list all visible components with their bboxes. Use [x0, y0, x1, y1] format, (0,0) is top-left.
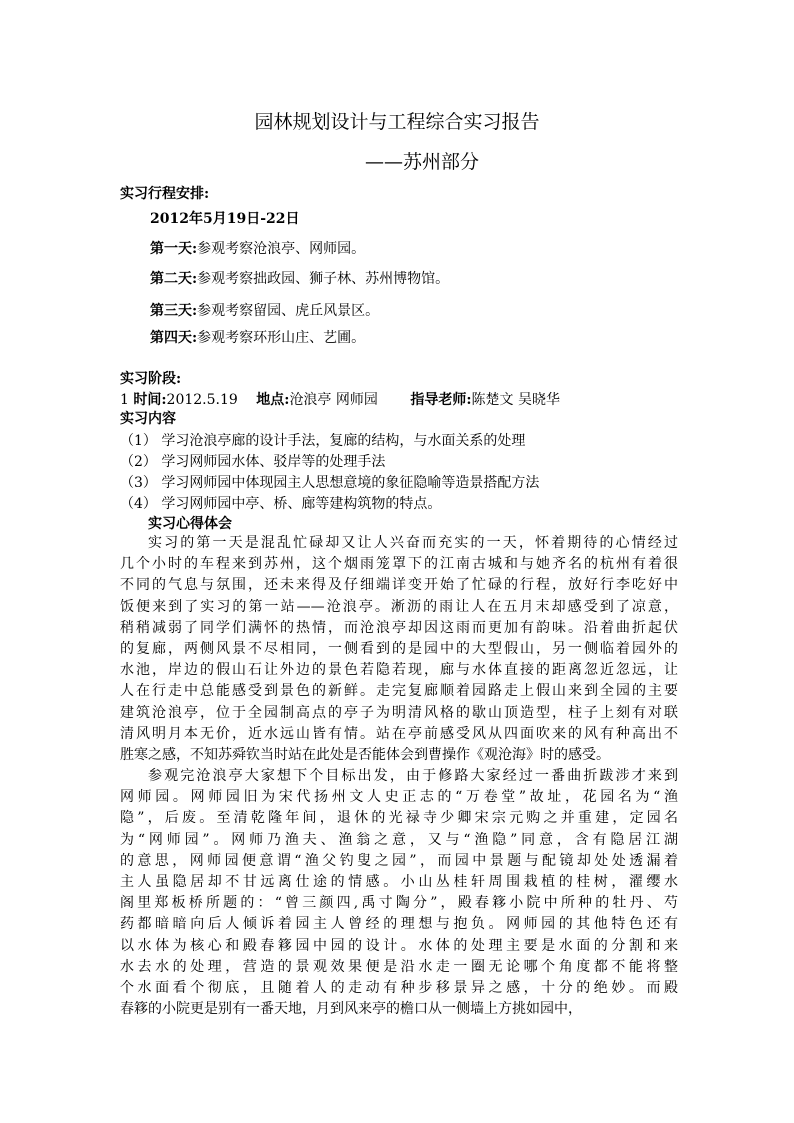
time-value: 2012.5.19 — [166, 392, 238, 408]
text-line: 药都暗暗向后人倾诉着园主人曾经的理想与抱负。网师园的其他特色还有 — [120, 916, 678, 933]
day-label: 第一天: — [150, 241, 198, 257]
stage-number: 1 — [120, 392, 129, 408]
place-label: 地点: — [256, 392, 290, 408]
day-text: 参观考察留园、虎丘风景区。 — [197, 303, 380, 319]
text-line: 阁里郑板桥所题的：“曾三颜四,禹寸陶分”，殿春簃小院中所种的牡丹、芍 — [120, 895, 678, 912]
day-text: 参观考察拙政园、狮子林、苏州博物馆。 — [197, 271, 450, 287]
text-line: 稍稍减弱了同学们满怀的热情，而沧浪亭却因这雨而更加有韵味。沿着曲折起伏 — [120, 619, 678, 636]
report-subtitle: ——苏州部分 — [364, 151, 479, 173]
stage-line — [120, 389, 560, 409]
schedule-day-4 — [150, 327, 365, 347]
day-text: 参观考察环形山庄、艺圃。 — [197, 330, 366, 346]
text-line: 不同的气息与氛围，还未来得及仔细端详变开始了忙碌的行程，放好行李吃好中 — [120, 577, 678, 594]
content-item-2: （2） 学习网师园水体、驳岸等的处理手法 — [120, 454, 386, 470]
schedule-dates: 2012年5月19日-22日 — [150, 211, 300, 227]
teacher-value: 陈楚文 吴晓华 — [471, 392, 560, 408]
content-item-4: （4） 学习网师园中亭、桥、廊等建构筑物的特点。 — [120, 496, 442, 512]
text-line: 春簃的小院更是别有一番天地，月到风来亭的檐口从一侧墙上方挑如园中， — [120, 1001, 582, 1018]
text-line: 以水体为核心和殿春簃园中园的设计。水体的处理主要是水面的分割和来 — [120, 937, 678, 954]
text-line: 实习的第一天是混乱忙碌却又让人兴奋而充实的一天，怀着期待的心情经过 — [148, 535, 678, 551]
place-value: 沧浪亭 网师园 — [289, 392, 378, 408]
content-item-3: （3） 学习网师园中体现园主人思想意境的象征隐喻等造景搭配方法 — [120, 475, 540, 491]
text-line: 几个小时的车程来到苏州，这个烟雨笼罩下的江南古城和与她齐名的杭州有着很 — [120, 556, 678, 573]
reflection-paragraph-1 — [120, 533, 678, 766]
text-line: 主人虽隐居却不甘远离仕途的情感。小山丛桂轩周围栽植的桂树，濯缨水 — [120, 874, 678, 891]
teacher-label: 指导老师: — [410, 392, 472, 408]
text-line: 为“网师园”。网师乃渔夫、渔翁之意，又与“渔隐”同意，含有隐居江湖 — [120, 831, 678, 848]
content-item-1: （1） 学习沧浪亭廊的设计手法，复廊的结构，与水面关系的处理 — [120, 433, 526, 449]
schedule-heading: 实习行程安排: — [120, 186, 210, 202]
text-line: 胜寒之感，不知苏舜钦当时站在此处是否能体会到曹操作《观沧海》时的感受。 — [120, 747, 610, 764]
time-label: 时间: — [133, 392, 167, 408]
reflection-heading: 实习心得体会 — [148, 516, 232, 532]
text-line: 饭便来到了实习的第一站——沧浪亭。淅沥的雨让人在五月末却感受到了凉意， — [120, 598, 678, 615]
reflection-paragraph-2 — [120, 766, 678, 1020]
text-line: 的意思，网师园便意谓“渔父钓叟之园”，而园中景题与配镜却处处透漏着 — [120, 852, 678, 869]
text-line: 人在行走中总能感受到景色的新鲜。走完复廊顺着园路走上假山来到全园的主要 — [120, 683, 678, 700]
text-line: 水去水的处理，营造的景观效果便是沿水走一圈无论哪个角度都不能将整 — [120, 958, 678, 975]
schedule-day-2 — [150, 268, 449, 288]
text-line: 水池，岸边的假山石让外边的景色若隐若现，廊与水体直接的距离忽近忽远，让 — [120, 662, 678, 679]
day-label: 第四天: — [150, 330, 198, 346]
text-line: 建筑沧浪亭，位于全园制高点的亭子为明清风格的歇山顶造型，柱子上刻有对联 — [120, 704, 678, 721]
text-line: 的复廊，两侧风景不尽相同，一侧看到的是园中的大型假山，另一侧临着园外的 — [120, 641, 678, 658]
text-line: 网师园。网师园旧为宋代扬州文人史正志的“万卷堂”故址，花园名为“渔 — [120, 789, 678, 806]
day-text: 参观考察沧浪亭、网师园。 — [197, 241, 366, 257]
text-line: 隐”，后废。至清乾隆年间，退休的光禄寺少卿宋宗元购之并重建，定园名 — [120, 810, 678, 827]
day-label: 第二天: — [150, 271, 198, 287]
day-label: 第三天: — [150, 303, 198, 319]
schedule-day-3 — [150, 300, 379, 320]
text-line: 清风明月本无价，近水远山皆有情。站在亭前感受风从四面吹来的风有种高出不 — [120, 725, 678, 742]
text-line: 个水面看个彻底，且随着人的走动有种步移景异之感，十分的绝妙。而殿 — [120, 980, 678, 997]
stage-heading: 实习阶段: — [120, 371, 182, 387]
content-heading: 实习内容 — [120, 411, 176, 427]
text-line: 参观完沧浪亭大家想下个目标出发，由于修路大家经过一番曲折跋涉才来到 — [148, 768, 678, 784]
report-title: 园林规划设计与工程综合实习报告 — [254, 111, 540, 133]
schedule-day-1 — [150, 238, 365, 258]
